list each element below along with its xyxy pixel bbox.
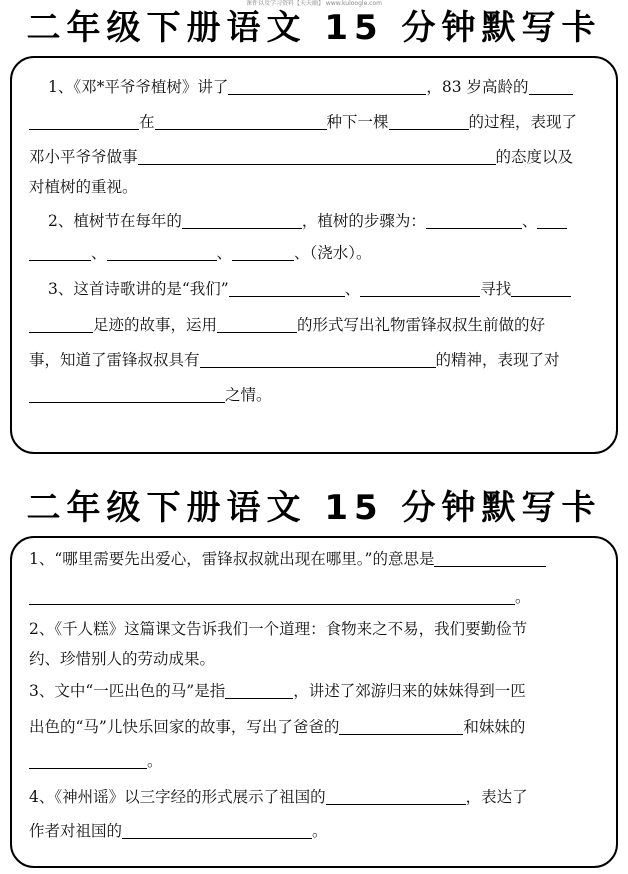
- card2-q4-line1: 4、《神州谣》以三字经的形式展示了祖国的 ，表达了: [29, 788, 528, 806]
- blank[interactable]: [155, 111, 327, 130]
- blank[interactable]: [511, 278, 571, 297]
- card1-title: 二年级下册语文 15 分钟默写卡: [26, 8, 602, 48]
- blank[interactable]: [200, 349, 436, 368]
- card2-q2-line2: 约、珍惜别人的劳动成果。: [29, 650, 216, 668]
- blank[interactable]: [29, 111, 139, 130]
- blank[interactable]: [225, 680, 293, 699]
- card1: [10, 56, 618, 454]
- card1-q1-line3: 邓小平爷爷做事 的态度以及: [29, 148, 574, 166]
- blank[interactable]: [529, 76, 573, 95]
- blank[interactable]: [29, 384, 225, 403]
- card1-q1-line1: 1、《邓*平爷爷植树》讲了 ，83 岁高龄的: [48, 70, 573, 104]
- blank[interactable]: [29, 750, 147, 769]
- blank[interactable]: [232, 242, 294, 261]
- blank[interactable]: [360, 278, 480, 297]
- blank[interactable]: [138, 146, 496, 165]
- blank[interactable]: [107, 242, 217, 261]
- blank[interactable]: [29, 586, 515, 605]
- blank[interactable]: [217, 314, 297, 333]
- blank[interactable]: [537, 210, 567, 229]
- card2-title: 二年级下册语文 15 分钟默写卡: [26, 488, 602, 528]
- card1-q1-line2: 在 种下一棵 的过程，表现了: [29, 105, 577, 139]
- blank[interactable]: [426, 210, 522, 229]
- card1-q2-line1: 2、植树节在每年的 ，植树的步骤为： 、: [48, 204, 567, 238]
- card2-q1-line2: 。: [29, 580, 531, 614]
- card2-q1-line1: 1、“哪里需要先出爱心，雷锋叔叔就出现在哪里。”的意思是: [29, 542, 546, 576]
- card2: [10, 536, 618, 868]
- card2-q3-line3: 。: [29, 744, 163, 778]
- card2-q3-line1: 3、文中“一匹出色的马”是指 ，讲述了郊游归来的妹妹得到一匹: [29, 682, 526, 700]
- card1-q3-line3: 事，知道了雷锋叔叔具有 的精神，表现了对: [29, 351, 560, 369]
- card1-q1-line4: 对植树的重视。: [29, 178, 138, 196]
- card1-q3-line1: 3、这首诗歌讲的是“我们” 、 寻找: [48, 272, 571, 306]
- card1-q3-line2: 足迹的故事，运用 的形式写出礼物雷锋叔叔生前做的好: [29, 308, 545, 342]
- card1-q2-line2: 、 、 、（浇水）。: [29, 236, 372, 270]
- blank[interactable]: [228, 76, 426, 95]
- blank[interactable]: [326, 786, 466, 805]
- blank[interactable]: [389, 111, 469, 130]
- card2-q3-line2: 出色的“马”儿快乐回家的故事，写出了爸爸的 和妹妹的: [29, 718, 526, 736]
- card2-q4-line2: 作者对祖国的 。: [29, 822, 328, 840]
- blank[interactable]: [182, 210, 302, 229]
- blank[interactable]: [434, 548, 546, 567]
- watermark: 课件以及学习资料【天天幽】 www.kuloogle.com: [246, 0, 382, 7]
- blank[interactable]: [339, 716, 463, 735]
- card2-q2-line1: 2、《千人糕》这篇课文告诉我们一个道理：食物来之不易，我们要勤俭节: [29, 620, 528, 638]
- blank[interactable]: [122, 820, 312, 839]
- card1-q3-line4: 之情。: [29, 378, 272, 412]
- blank[interactable]: [229, 278, 345, 297]
- blank[interactable]: [29, 242, 91, 261]
- blank[interactable]: [29, 314, 93, 333]
